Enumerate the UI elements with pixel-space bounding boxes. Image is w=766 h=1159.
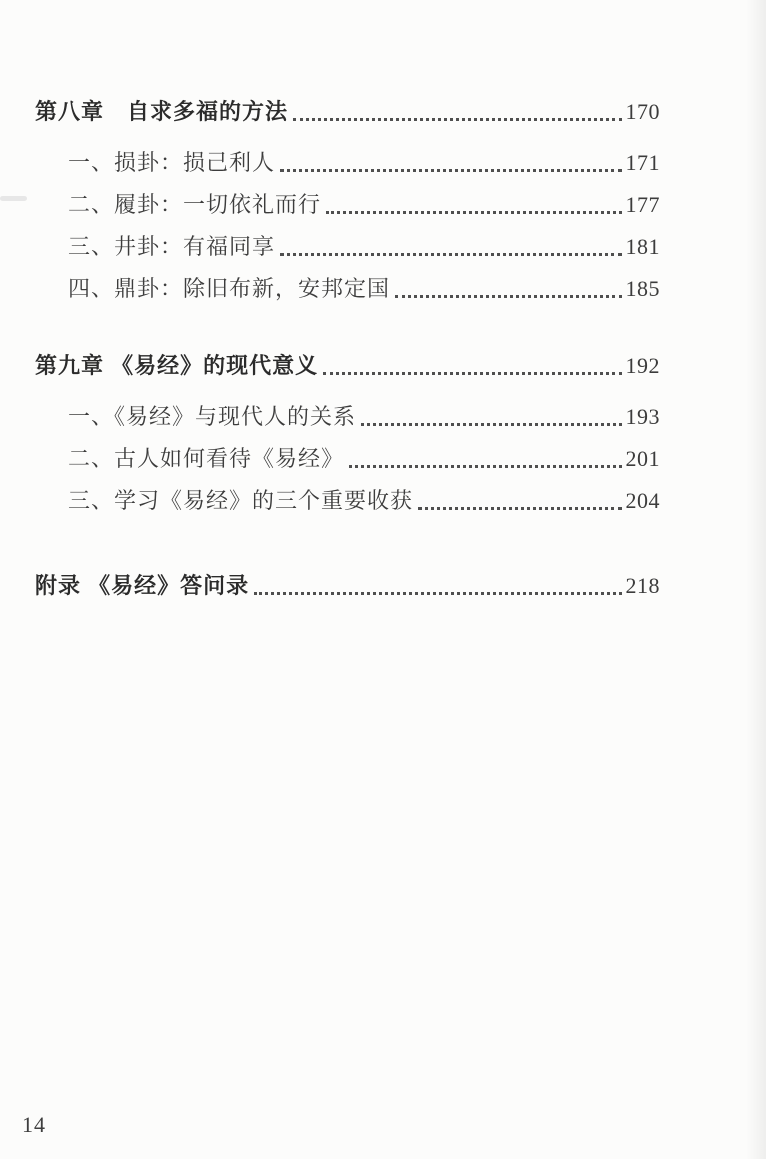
toc-entry xyxy=(35,97,660,127)
page-number: 14 xyxy=(22,1112,46,1137)
toc-entry xyxy=(35,486,660,516)
toc-entry-page: 193 xyxy=(625,404,660,429)
toc-entry-label: 一、损卦：损己利人 xyxy=(68,150,276,175)
toc-entry-page: 181 xyxy=(625,234,660,259)
toc-entry-page: 177 xyxy=(625,192,660,217)
toc-entry-label: 二、履卦：一切依礼而行 xyxy=(68,192,322,217)
toc-entry-label: 三、学习《易经》的三个重要收获 xyxy=(68,488,414,513)
toc-entry-page: 204 xyxy=(625,488,660,513)
toc-entry-page: 201 xyxy=(625,446,660,471)
toc-dot-leader xyxy=(361,423,621,426)
toc-dot-leader xyxy=(254,592,621,595)
toc-dot-leader xyxy=(418,507,621,510)
toc-entry xyxy=(35,148,660,178)
toc-list xyxy=(35,97,660,601)
toc-entry-label: 二、古人如何看待《易经》 xyxy=(68,446,345,471)
scan-artifact-dash xyxy=(0,196,27,201)
toc-entry-page: 192 xyxy=(625,353,660,378)
toc-entry xyxy=(35,351,660,381)
toc-dot-leader xyxy=(349,465,621,468)
toc-entry xyxy=(35,190,660,220)
page-edge-shadow xyxy=(746,0,766,1159)
toc-entry-page: 171 xyxy=(625,150,660,175)
toc-dot-leader xyxy=(326,211,621,214)
toc-entry xyxy=(35,274,660,304)
toc-entry-label: 三、井卦：有福同享 xyxy=(68,234,276,259)
toc-dot-leader xyxy=(323,372,621,375)
toc-entry xyxy=(35,232,660,262)
toc-entry-label: 四、鼎卦：除旧布新，安邦定国 xyxy=(68,276,391,301)
toc-entry-label: 一、《易经》与现代人的关系 xyxy=(68,404,357,429)
toc-entry-page: 185 xyxy=(625,276,660,301)
toc-dot-leader xyxy=(280,253,621,256)
toc-dot-leader xyxy=(395,295,621,298)
toc-entry-label: 第八章 自求多福的方法 xyxy=(35,99,289,124)
toc-dot-leader xyxy=(293,118,621,121)
toc-entry-label: 附录 《易经》答问录 xyxy=(35,573,250,598)
toc-entry xyxy=(35,402,660,432)
toc-entry xyxy=(35,444,660,474)
toc-entry-label: 第九章 《易经》的现代意义 xyxy=(35,353,319,378)
toc-entry-page: 218 xyxy=(625,573,660,598)
toc-entry xyxy=(35,571,660,601)
toc-dot-leader xyxy=(280,169,621,172)
toc-entry-page: 170 xyxy=(625,99,660,124)
